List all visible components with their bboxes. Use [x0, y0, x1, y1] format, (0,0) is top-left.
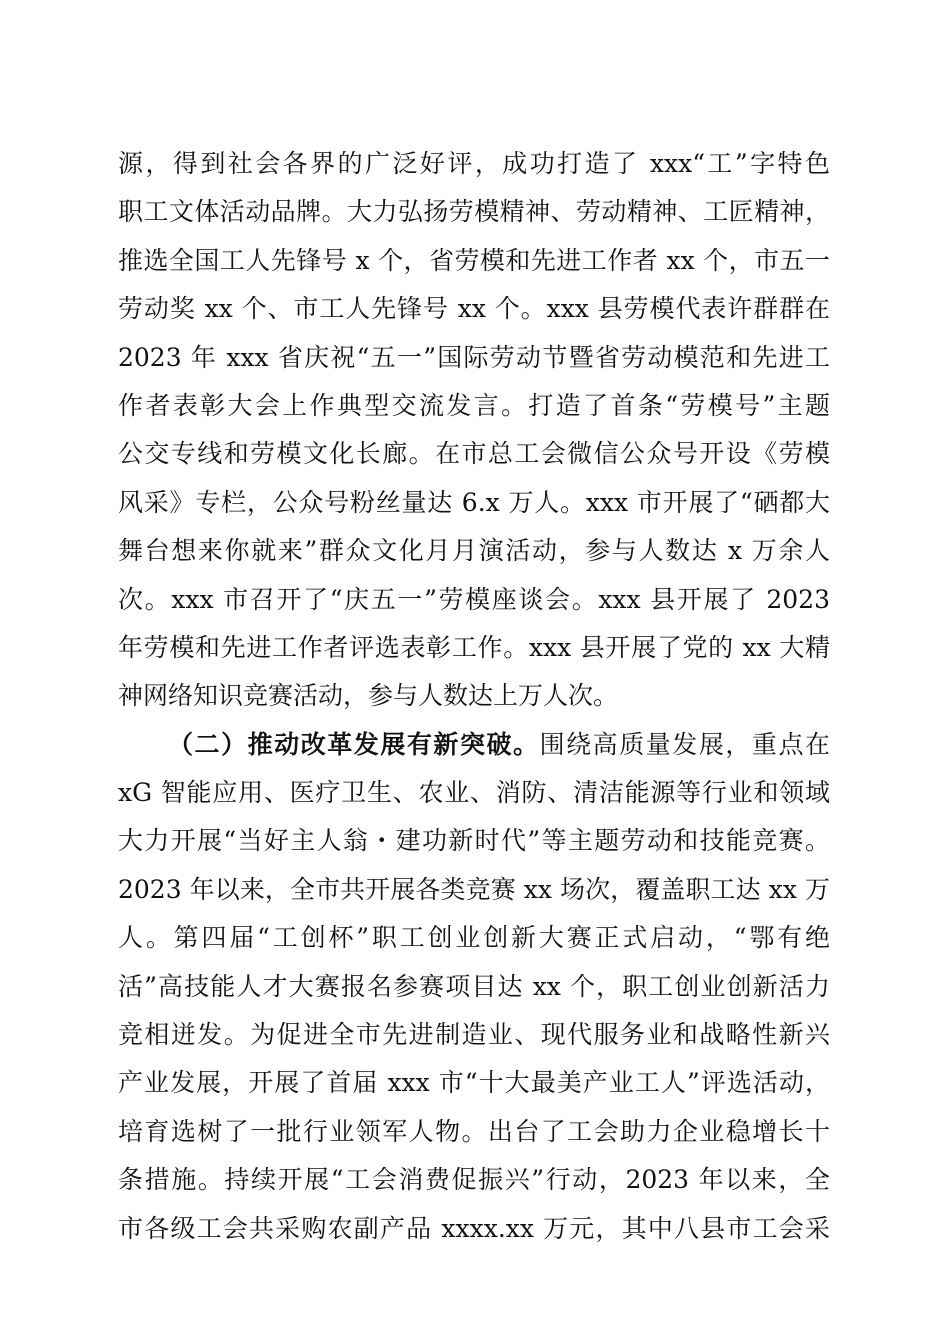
text-line: 2023 年以来，全市共开展各类竞赛 xx 场次，覆盖职工达 xx 万: [118, 874, 830, 904]
text-line: 劳动奖 xx 个、市工人先锋号 xx 个。xxx 县劳模代表许群群在: [118, 294, 830, 324]
text-line: 人。第四届“工创杯”职工创业创新大赛正式启动，“鄂有绝: [118, 923, 830, 953]
text-line: 2023 年 xxx 省庆祝“五一”国际劳动节暨省劳动模范和先进工: [118, 342, 830, 372]
text-line: 舞台想来你就来”群众文化月月演活动，参与人数达 x 万余人: [118, 536, 830, 566]
text-line: 培育选树了一批行业领军人物。出台了工会助力企业稳增长十: [118, 1116, 830, 1146]
section-heading: （二）推动改革发展有新突破。: [168, 729, 540, 759]
text-line: 次。xxx 市召开了“庆五一”劳模座谈会。xxx 县开展了 2023: [118, 584, 830, 614]
text-line: 市各级工会共采购农副产品 xxxx.xx 万元，其中八县市工会采: [118, 1213, 830, 1243]
text-line: 风采》专栏，公众号粉丝量达 6.x 万人。xxx 市开展了“硒都大: [118, 487, 830, 517]
body-text: [118, 140, 830, 1253]
text-line: 公交专线和劳模文化长廊。在市总工会微信公众号开设《劳模: [118, 439, 830, 469]
text-line: 职工文体活动品牌。大力弘扬劳模精神、劳动精神、工匠精神，: [118, 197, 830, 227]
text-line: xG 智能应用、医疗卫生、农业、消防、清洁能源等行业和领域: [118, 778, 830, 808]
text-line: 源，得到社会各界的广泛好评，成功打造了 xxx“工”字特色: [118, 149, 830, 178]
text-line: 推选全国工人先锋号 x 个，省劳模和先进工作者 xx 个，市五一: [118, 245, 830, 275]
text-line: 大力开展“当好主人翁・建功新时代”等主题劳动和技能竞赛。: [118, 826, 830, 856]
text-line: 产业发展，开展了首届 xxx 市“十大最美产业工人”评选活动，: [118, 1068, 830, 1098]
heading-line-rest: 围绕高质量发展，重点在: [539, 729, 830, 759]
text-line: 活”高技能人才大赛报名参赛项目达 xx 个，职工创业创新活力: [118, 971, 830, 1001]
text-line: 作者表彰大会上作典型交流发言。打造了首条“劳模号”主题: [118, 390, 830, 420]
text-line: 条措施。持续开展“工会消费促振兴”行动，2023 年以来，全: [118, 1165, 830, 1195]
paragraph-1: [118, 140, 830, 721]
text-line: 竞相迸发。为促进全市先进制造业、现代服务业和战略性新兴: [118, 1020, 830, 1050]
paragraph-2: [118, 721, 830, 1253]
text-line: [118, 721, 830, 769]
text-line: 年劳模和先进工作者评选表彰工作。xxx 县开展了党的 xx 大精: [118, 632, 830, 662]
text-line: 神网络知识竞赛活动，参与人数达上万人次。: [118, 681, 619, 711]
